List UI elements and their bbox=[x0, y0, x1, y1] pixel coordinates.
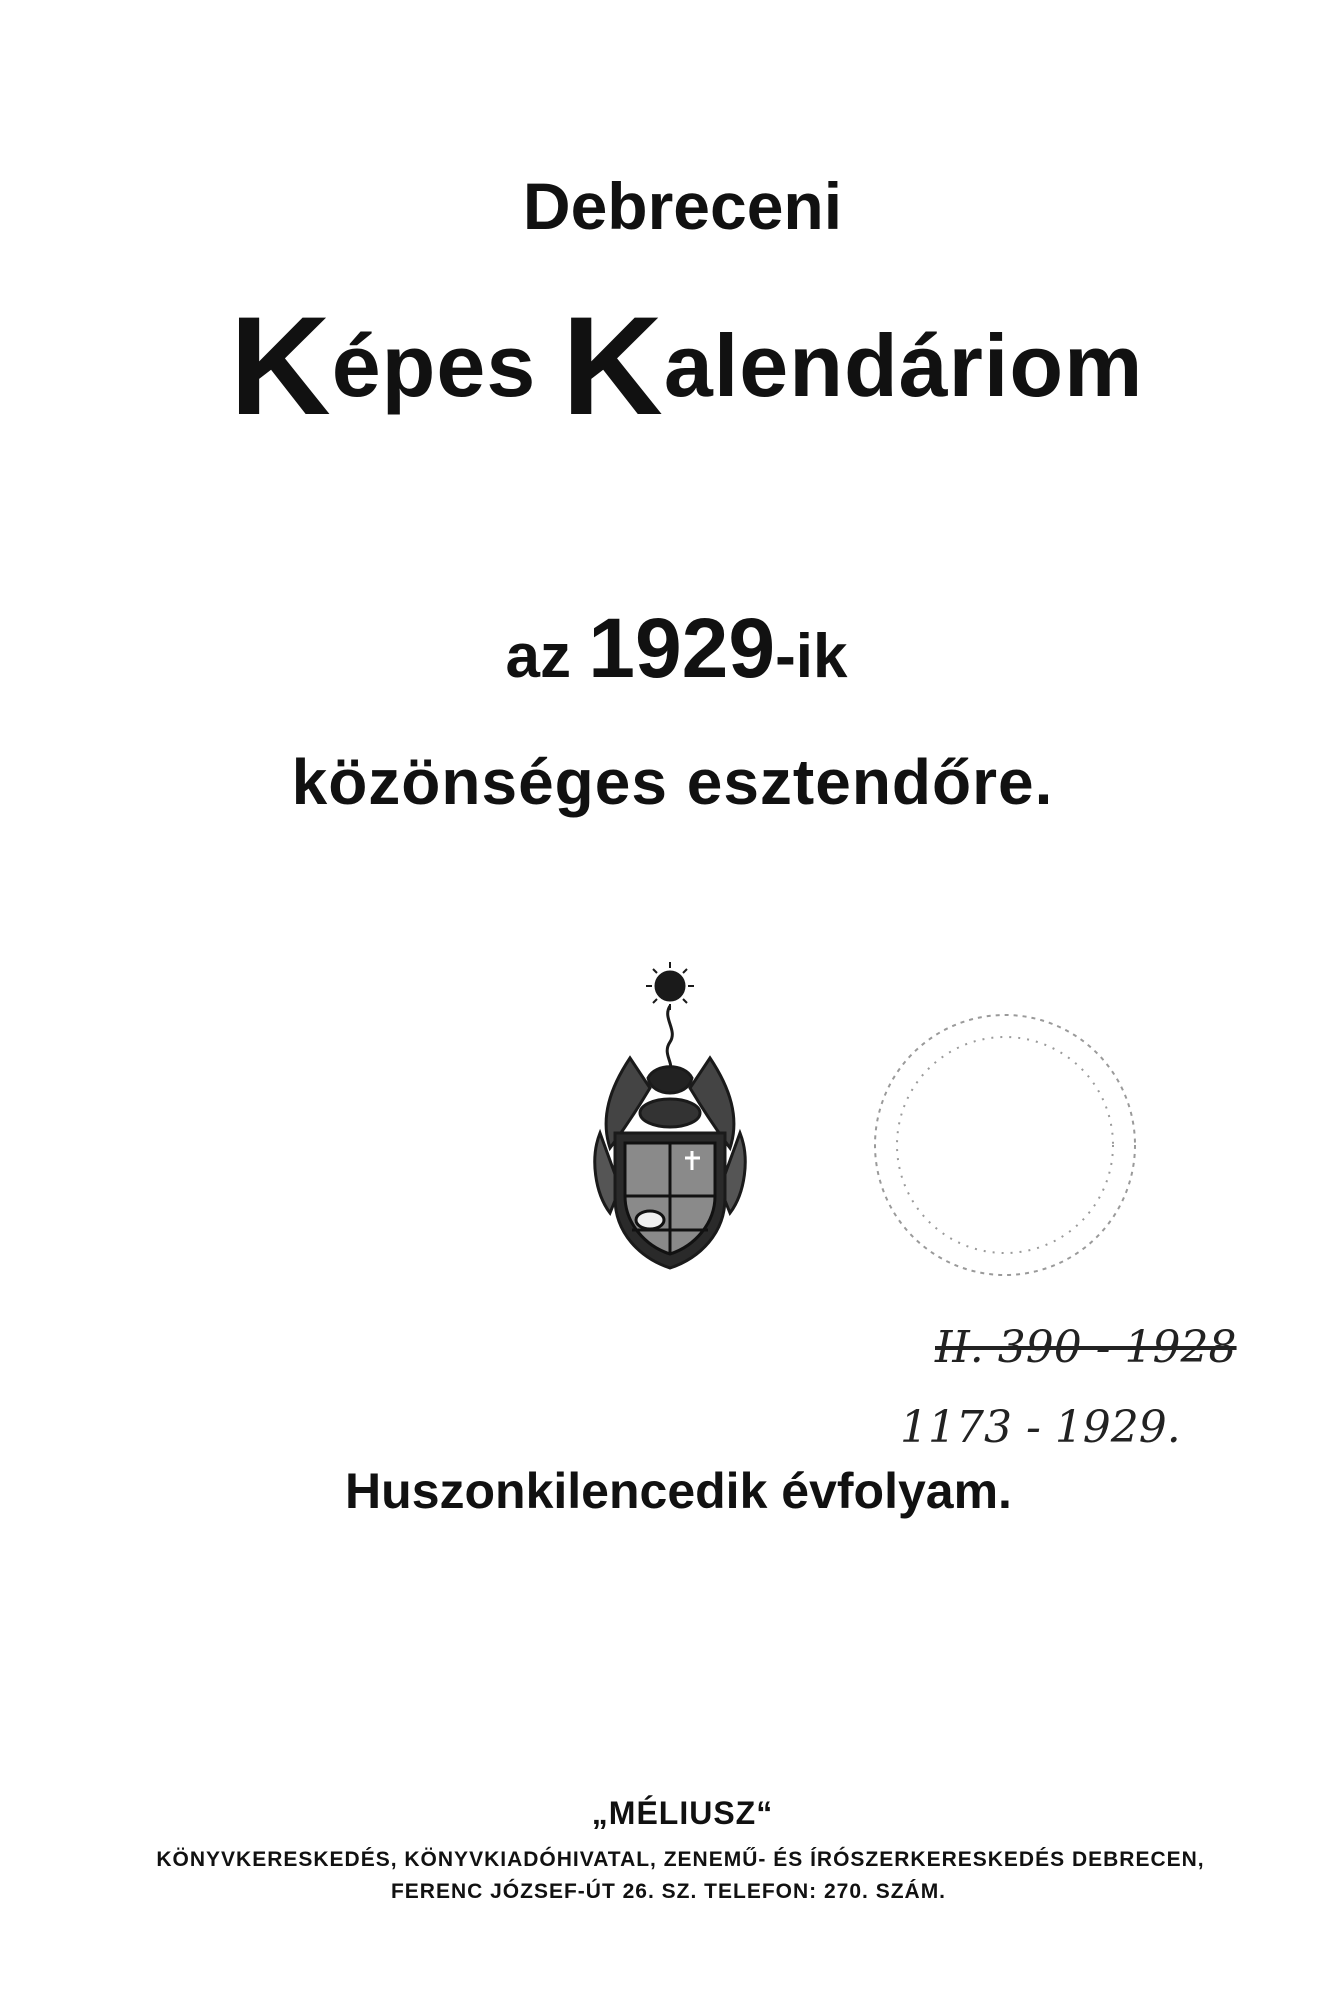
year-suffix: -ik bbox=[775, 622, 848, 691]
title-line-debreceni: Debreceni bbox=[522, 169, 843, 243]
title-word-kalendariom: alendáriom bbox=[663, 316, 1144, 415]
coat-of-arms-icon bbox=[570, 958, 770, 1278]
year-line bbox=[14, 600, 1325, 697]
title-initial-k1: K bbox=[229, 287, 332, 444]
title-initial-k2: K bbox=[561, 287, 664, 444]
publisher-line-2: FERENC JÓZSEF-ÚT 26. SZ. TELEFON: 270. SZÁM. bbox=[390, 1880, 947, 1903]
title-word-kepes: épes bbox=[331, 316, 562, 415]
common-year-line: közönséges esztendőre. bbox=[291, 746, 1054, 818]
catalog-number-struck: II. 390 - 1928 bbox=[935, 1322, 1237, 1373]
library-stamp-icon bbox=[860, 1000, 1150, 1290]
publisher-name: „MÉLIUSZ“ bbox=[591, 1795, 774, 1831]
publisher-line-1: KÖNYVKERESKEDÉS, KÖNYVKIADÓHIVATAL, ZENEMŰ- ÉS ÍRÓSZERKERESKEDÉS DEBRECEN, bbox=[156, 1848, 1205, 1871]
year-prefix: az bbox=[505, 622, 589, 691]
volume-line: Huszonkilencedik évfolyam. bbox=[345, 1463, 1012, 1519]
year-number: 1929 bbox=[588, 601, 776, 695]
main-title bbox=[24, 287, 1325, 444]
catalog-number: 1173 - 1929. bbox=[900, 1402, 1181, 1453]
